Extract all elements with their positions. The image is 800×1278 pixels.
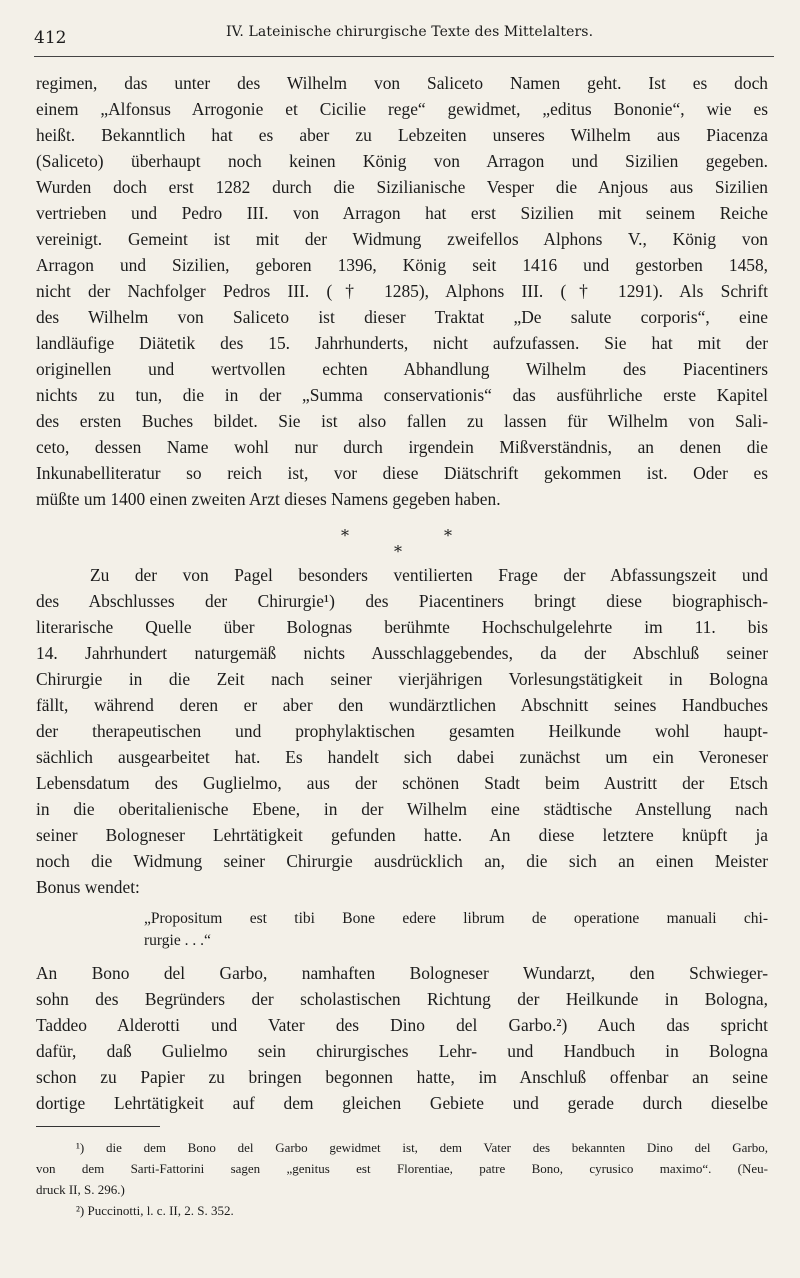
- paragraph-3: [36, 960, 768, 1116]
- section-separator: [36, 516, 768, 562]
- separator-star: *: [341, 526, 349, 545]
- text-line: sohn des Begründers der scholastischen Richtung der Heilkunde in Bologna,: [36, 989, 768, 1009]
- running-head: IV. Lateinische chirurgische Texte des Mittelalters.: [226, 24, 594, 40]
- text-line: vertrieben und Pedro III. von Arragon hat erst Sizilien mit seinem Reiche: [36, 203, 768, 223]
- text-line: ceto, dessen Name wohl nur durch irgendein Mißverständnis, an denen die: [36, 437, 768, 457]
- text-line: dortige Lehrtätigkeit auf dem gleichen Gebiete und gerade durch dieselbe: [36, 1093, 768, 1113]
- text-line: (Saliceto) überhaupt noch keinen König von Arragon und Sizilien gegeben.: [36, 151, 768, 171]
- text-line: dafür, daß Gulielmo sein chirurgisches Lehr- und Handbuch in Bologna: [36, 1041, 768, 1061]
- text-line: des Abschlusses der Chirurgie¹) des Piacentiners bringt diese biographisch-: [36, 591, 768, 611]
- text-line: regimen, das unter des Wilhelm von Saliceto Namen geht. Ist es doch: [36, 73, 768, 93]
- text-line: originellen und wertvollen echten Abhandlung Wilhelm des Piacentiners: [36, 359, 768, 379]
- text-line: des ersten Buches bildet. Sie ist also fallen zu lassen für Wilhelm von Sali-: [36, 411, 768, 431]
- block-quote: [36, 908, 768, 952]
- text-line: einem „Alfonsus Arrogonie et Cicilie rege“ gewidmet, „editus Bononie“, wie es: [36, 99, 768, 119]
- footnotes: [36, 1137, 768, 1221]
- text-line: 14. Jahrhundert naturgemäß nichts Ausschlaggebendes, da der Abschluß seiner: [36, 643, 768, 663]
- separator-star: *: [394, 542, 402, 561]
- text-line: Lebensdatum des Guglielmo, aus der schönen Stadt beim Austritt der Etsch: [36, 773, 768, 793]
- footnote-line: druck II, S. 296.): [36, 1182, 125, 1197]
- text-line: An Bono del Garbo, namhaften Bologneser Wundarzt, den Schwieger-: [36, 963, 768, 983]
- text-line: noch die Widmung seiner Chirurgie ausdrücklich an, die sich an einen Meister: [36, 851, 768, 871]
- text-line: in die oberitalienische Ebene, in der Wilhelm eine städtische Anstellung nach: [36, 799, 768, 819]
- text-line: landläufige Diätetik des 15. Jahrhunderts, nicht aufzufassen. Sie hat mit der: [36, 333, 768, 353]
- text-line: vereinigt. Gemeint ist mit der Widmung zweifellos Alphons V., König von: [36, 229, 768, 249]
- footnote-line: von dem Sarti-Fattorini sagen „genitus est Florentiae, patre Bono, cyrusico maximo“. (Neu-: [36, 1161, 768, 1176]
- text-line: Chirurgie in die Zeit nach seiner vierjährigen Vorlesungstätigkeit in Bologna: [36, 669, 768, 689]
- page-header: [34, 22, 774, 52]
- text-line: nicht der Nachfolger Pedros III. († 1285), Alphons III. († 1291). Als Schrift: [36, 281, 768, 301]
- paragraph-2: [36, 562, 768, 900]
- footnote-rule: [36, 1126, 160, 1127]
- footnote-line: ²) Puccinotti, l. c. II, 2. S. 352.: [76, 1203, 234, 1218]
- paragraph-1: [36, 70, 768, 512]
- text-line: Arragon und Sizilien, geboren 1396, König seit 1416 und gestorben 1458,: [36, 255, 768, 275]
- footnote-line: ¹) die dem Bono del Garbo gewidmet ist, dem Vater des bekannten Dino del Garbo,: [76, 1140, 768, 1155]
- text-line: Inkunabelliteratur so reich ist, vor diese Diätschrift gekommen ist. Oder es: [36, 463, 768, 483]
- page-body: [36, 70, 768, 1221]
- text-line: Taddeo Alderotti und Vater des Dino del Garbo.²) Auch das spricht: [36, 1015, 768, 1035]
- text-line: schon zu Papier zu bringen begonnen hatte, im Anschluß offenbar an seine: [36, 1067, 768, 1087]
- quote-line: rurgie . . .“: [144, 932, 211, 949]
- text-line: des Wilhelm von Saliceto ist dieser Traktat „De salute corporis“, eine: [36, 307, 768, 327]
- separator-star: *: [444, 526, 452, 545]
- text-line: der therapeutischen und prophylaktischen gesamten Heilkunde wohl haupt-: [36, 721, 768, 741]
- text-line: seiner Bologneser Lehrtätigkeit gefunden hatte. An diese letztere knüpft ja: [36, 825, 768, 845]
- text-line: heißt. Bekanntlich hat es aber zu Lebzeiten unseres Wilhelm aus Piacenza: [36, 125, 768, 145]
- quote-line: „Propositum est tibi Bone edere librum de operatione manuali chi-: [144, 910, 768, 927]
- text-line: fällt, während deren er aber den wundärztlichen Abschnitt seines Handbuches: [36, 695, 768, 715]
- text-line: Zu der von Pagel besonders ventilierten Frage der Abfassungszeit und: [90, 565, 768, 585]
- page-number: 412: [34, 28, 67, 48]
- text-line: müßte um 1400 einen zweiten Arzt dieses Namens gegeben haben.: [36, 489, 501, 509]
- text-line: Wurden doch erst 1282 durch die Sizilianische Vesper die Anjous aus Sizilien: [36, 177, 768, 197]
- text-line: sächlich ausgearbeitet hat. Es handelt sich dabei zunächst um ein Veroneser: [36, 747, 768, 767]
- text-line: literarische Quelle über Bolognas berühmte Hochschulgelehrte im 11. bis: [36, 617, 768, 637]
- header-rule: [34, 56, 774, 57]
- text-line: nichts zu tun, die in der „Summa conservationis“ das ausführliche erste Kapitel: [36, 385, 768, 405]
- text-line: Bonus wendet:: [36, 877, 140, 897]
